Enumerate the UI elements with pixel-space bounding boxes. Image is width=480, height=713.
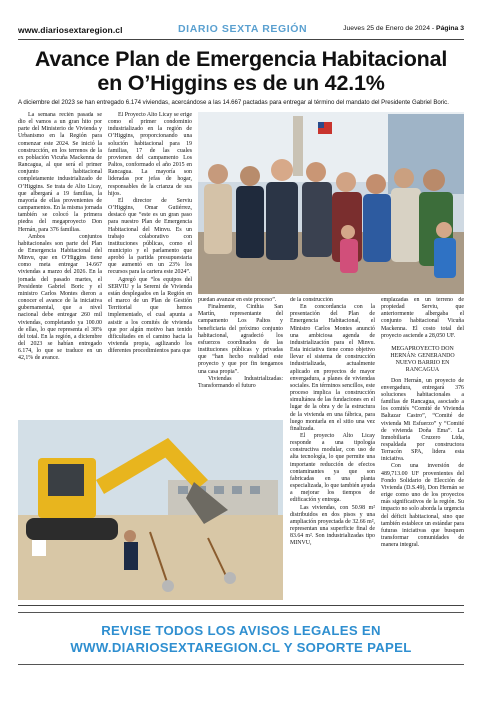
paragraph: En concordancia con la presentación del Plan de Emergencia Habitacional, el Ministro Carlos Montes anunció una ambiciosa agenda de industrialización para el Minvu. Esta iniciativa tiene como objetivo llevar el sistema de construcción industrializada, actualmente aplicado en proyectos de mayor envergadura, a planes de viviendas sociales. En términos sencillos, este proceso implica la construcción simultánea de las fundaciones en el lugar de la obra y de la estructura de la vivienda en una fábrica, para luego montarla en el sitio una vez finalizada. <box>290 304 375 432</box>
photo-officials-group <box>198 112 464 294</box>
paragraph: El director de Serviu O’Higgins, Omar Gutiérrez, destacó que “este es un gran paso para nuestro Plan de Emergencia Habitacional del Minvu. Es un trabajo colaborativo con instituciones públicas, como el municipio y el parlamento que aprobó la partida presupuestaria que aumentó en un 23% los recursos para la cartera este 2024”. <box>108 197 192 276</box>
page-number: Página 3 <box>436 25 464 32</box>
group-photo-illustration <box>198 112 464 294</box>
subheading-line: NUEVO BARRIO EN <box>395 360 450 367</box>
newspaper-name: DIARIO SEXTA REGIÓN <box>178 23 308 35</box>
header-rule <box>18 39 464 40</box>
column-2 <box>108 112 192 414</box>
headline-line-2: en O’Higgins es de un 42.1% <box>97 71 385 95</box>
photo-excavator-site <box>18 420 283 600</box>
column-1 <box>18 112 102 414</box>
column-5 <box>381 297 464 603</box>
paragraph: de la construcción <box>290 297 333 303</box>
paragraph: Agregó que “los equipos del SERVIU y la Seremi de Vivienda están desplegados en la Región en el marco de un Plan de Gestión Territorial que hemos implementado, el cual apunta a asistir a los comités de vivienda que por algún motivo han tenido dificultades en el camino hacia la vivienda propia, agilizando los diferentes procedimientos para que <box>108 276 192 355</box>
page-header <box>18 24 464 40</box>
paragraph: Con una inversión de 489,713.00 UF provenientes del Fondo Solidario de Elección de Vivienda (D.S.49), Don Hernán se erige como uno de los proyectos más significativos de la región. Su impacto no solo aborda la urgencia del déficit habitacional, sino que también establece un estándar para futuras iniciativas que busquen transformar comunidades de manera integral. <box>381 463 464 549</box>
date-text: Jueves 25 de Enero de 2024 - <box>343 25 437 32</box>
paragraph: Las viviendas, con 50.98 m² distribuidos en dos pisos y una ampliación proyectada de 32.66 m², representan una superficie final de 83.64 m². Son industrializadas tipo MINVU, <box>290 504 375 547</box>
legal-notices-banner <box>18 612 464 665</box>
banner-line-2: WWW.DIARIOSEXTAREGION.CL Y SOPORTE PAPEL <box>70 640 412 655</box>
subheading-line: MEGAPROYECTO DON <box>391 345 454 352</box>
paragraph: puedan avanzar en este proceso”. <box>198 297 277 303</box>
paragraph: Viviendas Industrializadas: Transformando el futuro <box>198 375 283 389</box>
paragraph: emplazadas en un terreno de propiedad Serviu, que anteriormente albergaba el conjunto habitacional Vicuña Mackenna. El costo total del proyecto asciende a 28,050 UF. <box>381 297 464 339</box>
excavator-photo-illustration <box>18 420 283 600</box>
site-url: www.diariosextaregion.cl <box>18 25 123 35</box>
column-3 <box>198 297 283 417</box>
subheading-line: HERNÁN: GENERANDO <box>390 353 455 360</box>
headline <box>12 47 470 95</box>
banner-line-1: REVISE TODOS LOS AVISOS LEGALES EN <box>101 623 381 638</box>
paragraph: La semana recién pasada se dio el vamos a un gran hito por parte del Ministerio de Vivienda y Urbanismo en la Región para comenzar este 2024. Se inició la construcción, en los terrenos de la ex población Vicuña Mackenna de Rancagua, al que será el primer conjunto habitacional completamente industrializado de O’Higgins. Se trata de Alto Licay, que albergará a 19 familias, la mayoría de ellas provenientes de campamentos. En la misma jornada también se colocó la primera piedra del megaproyecto Don Hernán, para 376 familias. <box>18 112 102 233</box>
subheading <box>381 346 464 375</box>
paragraph: El Proyecto Alto Licay se erige como el primer condominio industrializado en la región de O’Higgins, proporcionando una solución habitacional para 19 familias, 17 de las cuales provienen del campamento Los Paltos, conformado el año 2015 en Rancagua. La mayoría son lideradas por jefas de hogar, responsables de la crianza de sus hijos. <box>108 112 192 197</box>
paragraph: Finalmente, Cinthia San Martín, representante del campamento Los Paltos y beneficiaria del próximo conjunto habitacional, agradeció los esfuerzos coordinados de las instituciones públicas y privadas que “han hecho realidad este proyecto y que por fin tengamos una casa propia”. <box>198 304 283 375</box>
paragraph: El proyecto Alto Licay responde a una tipología constructiva modular, con uso de alta tecnología, lo que permite una importante reducción de efectos contaminantes ya que son fabricadas en una planta especializada, lo que también ayuda a mejorar los tiempos de edificación y entrega. <box>290 432 375 504</box>
lead-paragraph: A diciembre del 2023 se han entregado 6.174 viviendas, acercándose a las 14.667 pactadas para entregar al término del mandato del Presidente Gabriel Boric. <box>18 99 449 106</box>
issue-date <box>343 25 464 32</box>
subheading-line: RANCAGUA <box>405 367 440 374</box>
headline-line-1: Avance Plan de Emergencia Habitacional <box>34 47 448 71</box>
column-4 <box>290 297 375 603</box>
paragraph: Ambos conjuntos habitacionales son parte del Plan de Emergencia Habitacional del Minvu, que en O’Higgins tiene como meta entregar 14.667 viviendas a marzo del 2026. En la jornada del pasado martes, el Presidente Gabriel Boric y el ministro Carlos Montes dieron a conocer el avance de la iniciativa gubernamental, que a nivel nacional debe entregar 260 mil viviendas, completando ya 100.00 de ellas, lo que representa el 38% del total. En la región, a diciembre del 2023 se habían entregado 6.174, lo que se traduce en un 42,1% de avance. <box>18 233 102 362</box>
footer-rule <box>18 605 464 606</box>
paragraph: Don Hernán, un proyecto de envergadura, entregará 376 soluciones habitacionales a familias de Rancagua, asociado a los comités “Comité de Vivienda Baltazar Castro”, “Comité de vivienda Mi Esfuerzo” y “Comité de vivienda Doña Ema”. La Inmobiliaria Cruzero Ltda, respaldada por constructora Terracón SPA, lidera esta iniciativa. <box>381 377 464 463</box>
